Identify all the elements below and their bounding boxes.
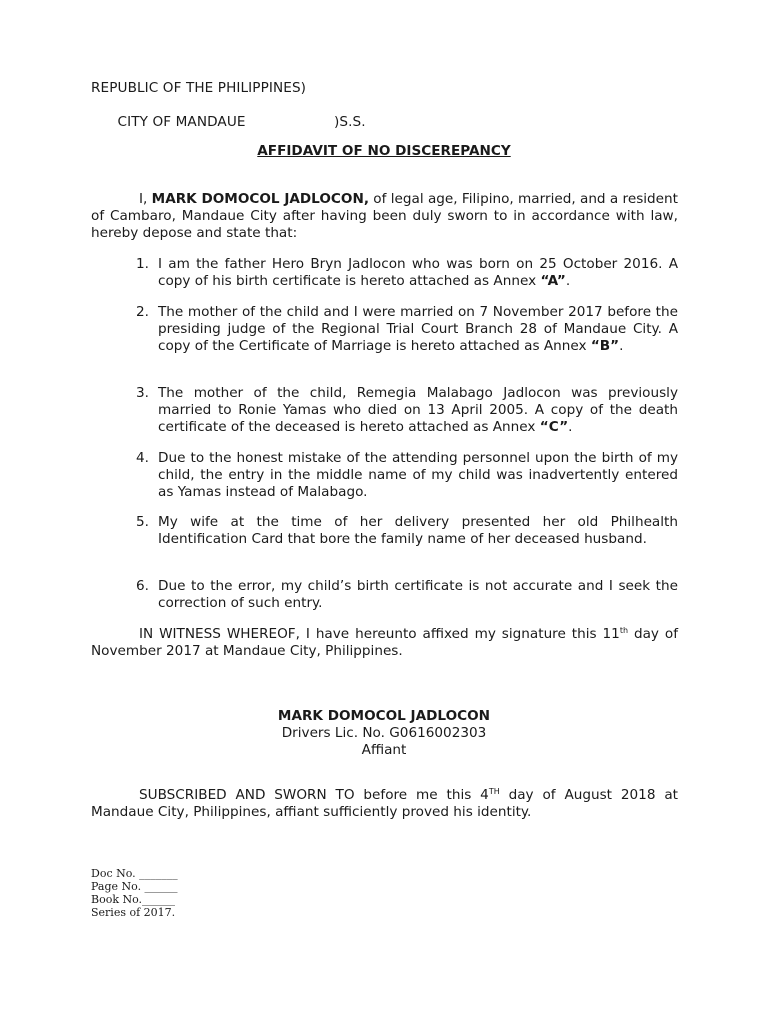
book-number: Book No.______ [91, 893, 176, 906]
statement-body: I am the father Hero Bryn Jadlocon who was born on 25 October 2016. A copy of his birth certificate is hereto attached as Annex [158, 256, 678, 289]
jurat-paragraph [91, 787, 678, 821]
statement-number: 5. [136, 514, 149, 530]
statement-end: . [565, 273, 571, 289]
witness-ordinal: th [619, 626, 629, 635]
venue-city-line [91, 97, 366, 130]
statement-text [158, 256, 678, 290]
jurat-pre: SUBSCRIBED AND SWORN TO before me this 4 [139, 787, 489, 803]
intro-paragraph [91, 191, 678, 242]
annex-label: “A” [540, 273, 566, 289]
venue-block [91, 80, 366, 130]
statement-number: 3. [136, 385, 149, 401]
intro-rest: of legal age, Filipino, married, and a resident of Cambaro, Mandaue City after having been duly sworn to in accordance with law, hereby depose and state that: [91, 191, 678, 241]
jurat-ordinal: TH [488, 787, 500, 796]
annex-label: “B” [590, 338, 620, 354]
page-number: Page No. ______ [91, 880, 178, 893]
statement-text [158, 385, 678, 436]
affiant-signature-block [0, 708, 768, 759]
witness-post: day of November 2017 at Mandaue City, Philippines. [91, 626, 679, 659]
jurat-post: day of August 2018 at Mandaue City, Philippines, affiant sufficiently proved his identity. [91, 787, 679, 820]
affiant-name-inline: MARK DOMOCOL JADLOCON, [151, 191, 369, 207]
statement-text [158, 450, 678, 501]
doc-number: Doc No. _______ [91, 867, 178, 880]
statement-number: 4. [136, 450, 149, 466]
statement-number: 2. [136, 304, 149, 320]
affiant-license: Drivers Lic. No. G0616002303 [281, 725, 487, 741]
statement-text [158, 304, 678, 355]
statement-text [158, 578, 678, 612]
statement-text [158, 514, 678, 548]
statement-end: . [619, 338, 624, 354]
notarial-register [91, 867, 178, 919]
statement-body: Due to the honest mistake of the attending personnel upon the birth of my child, the entry in the middle name of my child was inadvertently entered as Yamas instead of Malabago. [158, 450, 678, 500]
venue-ss: )S.S. [334, 114, 366, 130]
venue-republic: REPUBLIC OF THE PHILIPPINES) [91, 80, 307, 96]
affiant-role: Affiant [361, 742, 407, 758]
statement-end: . [568, 419, 573, 435]
affiant-name: MARK DOMOCOL JADLOCON [277, 708, 491, 724]
annex-label: “C” [539, 419, 569, 435]
intro-lead: I, [139, 191, 152, 207]
statement-body: The mother of the child and I were married on 7 November 2017 before the presiding judge of the Regional Trial Court Branch 28 of Mandaue City. A copy of the Certificate of Marriage is hereto attached as Annex [158, 304, 678, 354]
witness-pre: IN WITNESS WHEREOF, I have hereunto affixed my signature this 11 [139, 626, 620, 642]
series-year: Series of 2017. [91, 906, 176, 919]
witness-paragraph [91, 626, 678, 660]
statement-number: 6. [136, 578, 149, 594]
document-title: AFFIDAVIT OF NO DISCEREPANCY [257, 143, 511, 159]
statement-body: The mother of the child, Remegia Malabago Jadlocon was previously married to Ronie Yamas who died on 13 April 2005. A copy of the death certificate of the deceased is hereto attached as Annex [158, 385, 678, 435]
venue-city: CITY OF MANDAUE [117, 114, 246, 130]
statement-number: 1. [136, 256, 149, 272]
statement-body: Due to the error, my child’s birth certificate is not accurate and I seek the correction of such entry. [158, 578, 678, 611]
statement-body: My wife at the time of her delivery presented her old Philhealth Identification Card that bore the family name of her deceased husband. [158, 514, 678, 547]
